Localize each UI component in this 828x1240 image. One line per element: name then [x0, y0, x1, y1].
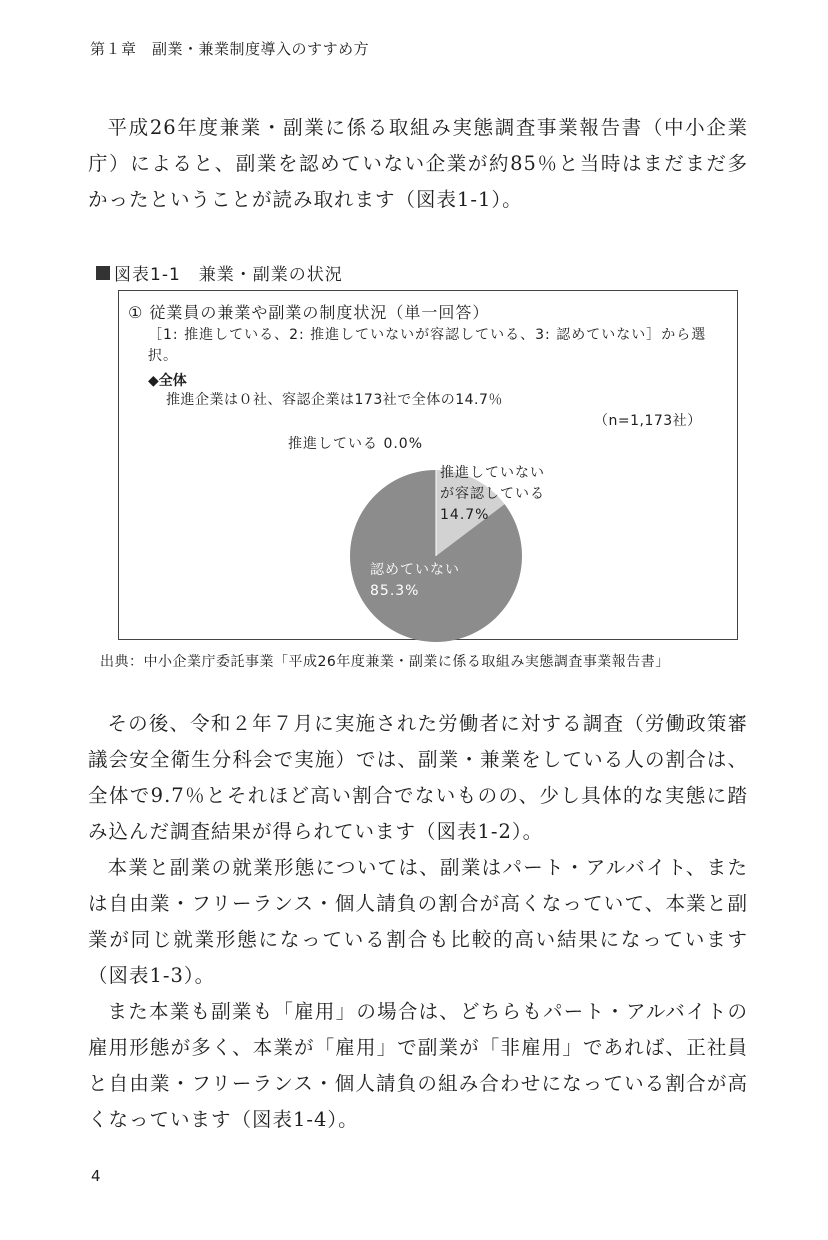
pie-label-tolerated [440, 463, 545, 526]
question-instructions: ［1: 推進している、2: 推進していないが容認している、3: 認めていない］から選択。 [148, 327, 707, 364]
body-paragraphs-2 [88, 706, 748, 1138]
overall-heading: ◆全体 [148, 373, 187, 389]
figure-caption-text: 図表1-1 兼業・副業の状況 [114, 265, 343, 285]
pie-label-not-allowed [370, 560, 460, 602]
figure-source: 出典：中小企業庁委託事業「平成26年度兼業・副業に係る取組み実態調査事業報告書」 [100, 654, 670, 670]
question-title: ① 従業員の兼業や副業の制度状況（単一回答） [128, 303, 490, 322]
running-header: 第１章 副業・兼業制度導入のすすめ方 [90, 40, 370, 58]
pie-label-not-allowed-text: 認めていない [370, 562, 460, 578]
paragraph-text: 平成26年度兼業・副業に係る取組み実態調査事業報告書（中小企業庁）によると、副業を認めていない企業が約85％と当時はまだまだ多かったということが読み取れます（図表1-1）。 [88, 116, 748, 211]
pie-label-not-allowed-value: 85.3% [370, 583, 420, 599]
square-marker-icon [96, 266, 110, 280]
paragraph-text: 本業と副業の就業形態については、副業はパート・アルバイト、または自由業・フリーランス・個人請負の割合が高くなっていて、本業と副業が同じ就業形態になっている割合も比較的高い結果になっています（図表1-3）。 [88, 856, 748, 987]
pie-label-promoted: 推進している 0.0% [288, 436, 424, 452]
sample-size: （n=1,173社） [594, 413, 702, 429]
body-paragraph-1 [88, 110, 748, 218]
figure-caption [96, 260, 343, 285]
pie-label-tolerated-line2: が容認している [440, 486, 545, 502]
paragraph-text: また本業も副業も「雇用」の場合は、どちらもパート・アルバイトの雇用形態が多く、本業が「雇用」で副業が「非雇用」であれば、正社員と自由業・フリーランス・個人請負の組み合わせになっている割合が高くなっています（図表1-4）。 [88, 1000, 748, 1131]
pie-label-tolerated-line1: 推進していない [440, 465, 545, 481]
paragraph-text: その後、令和２年７月に実施された労働者に対する調査（労働政策審議会安全衛生分科会で実施）では、副業・兼業をしている人の割合は、全体で9.7％とそれほど高い割合でないものの、少し具体的な実態に踏み込んだ調査結果が得られています（図表1-2）。 [88, 712, 748, 843]
page-number: 4 [91, 1167, 101, 1185]
pie-label-tolerated-value: 14.7% [440, 507, 490, 523]
overall-summary: 推進企業は０社、容認企業は173社で全体の14.7％ [166, 392, 503, 408]
